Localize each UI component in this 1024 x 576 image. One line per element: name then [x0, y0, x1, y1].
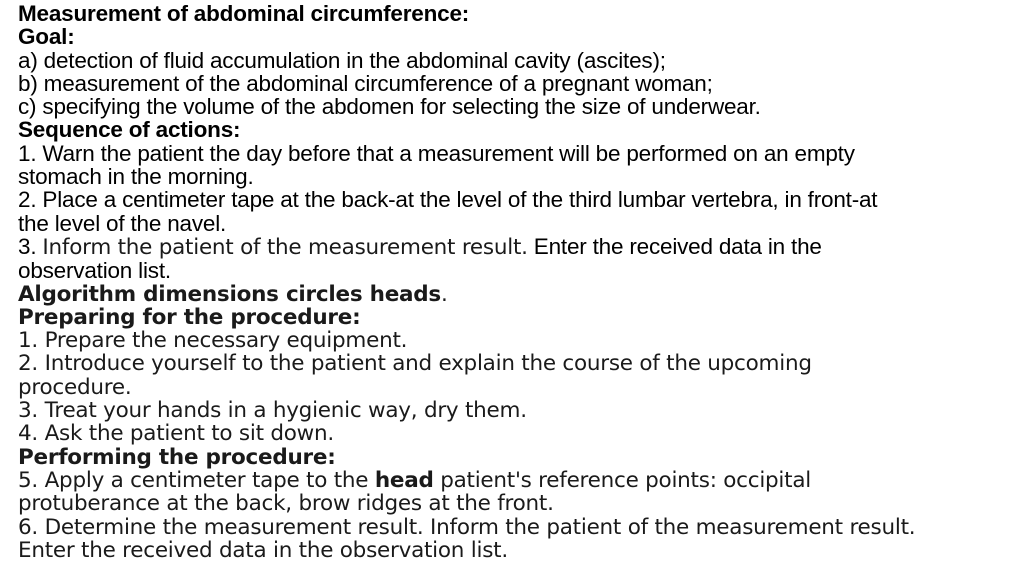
step-5-line-1	[18, 469, 1006, 492]
head-algorithm-title-period: .	[440, 281, 448, 307]
head-algorithm-title-text: Algorithm dimensions circles heads	[18, 281, 441, 307]
abdominal-title: Measurement of abdominal circumference:	[18, 1, 470, 26]
prep-step-2-line-2: procedure.	[18, 374, 132, 400]
goal-heading: Goal:	[18, 24, 75, 50]
step-3-line-2: observation list.	[18, 258, 171, 284]
prep-step-3: 3. Treat your hands in a hygienic way, dry them.	[18, 398, 527, 424]
head-algorithm-title	[18, 283, 1006, 306]
step-5-line-2: protuberance at the back, brow ridges at the front.	[18, 491, 554, 517]
step-3-line-1	[18, 235, 1006, 259]
sequence-heading: Sequence of actions:	[18, 117, 241, 143]
preparing-heading: Preparing for the procedure:	[18, 304, 361, 330]
step-3-enter-text: Enter the received data in the	[527, 233, 822, 259]
step-5-start: 5. Apply a centimeter tape to the	[18, 467, 375, 493]
step-3-number: 3.	[18, 233, 43, 259]
step-5-end: patient's reference points: occipital	[433, 467, 811, 493]
goal-item-b: b) measurement of the abdominal circumference of a pregnant woman;	[18, 70, 713, 96]
prep-step-2-line-1: 2. Introduce yourself to the patient and explain the course of the upcoming	[18, 351, 812, 377]
goal-item-a: a) detection of fluid accumulation in the abdominal cavity (ascites);	[18, 47, 666, 73]
step-2-line-1: 2. Place a centimeter tape at the back-at the level of the third lumbar vertebra, in front-at	[18, 187, 878, 213]
prep-step-4: 4. Ask the patient to sit down.	[18, 421, 334, 447]
step-2-line-2: the level of the navel.	[18, 210, 227, 236]
performing-heading: Performing the procedure:	[18, 444, 336, 470]
step-6-line-2: Enter the received data in the observation list.	[18, 537, 508, 563]
step-5-head-bold: head	[374, 467, 434, 493]
step-3-inform-text: Inform the patient of the measurement result.	[42, 234, 528, 260]
goal-item-c: c) specifying the volume of the abdomen for selecting the size of underwear.	[18, 94, 761, 120]
step-1-line-1: 1. Warn the patient the day before that a measurement will be performed on an empty	[18, 140, 855, 166]
prep-step-1: 1. Prepare the necessary equipment.	[18, 328, 408, 354]
step-1-line-2: stomach in the morning.	[18, 164, 254, 190]
step-6-line-1: 6. Determine the measurement result. Inform the patient of the measurement result.	[18, 514, 916, 540]
